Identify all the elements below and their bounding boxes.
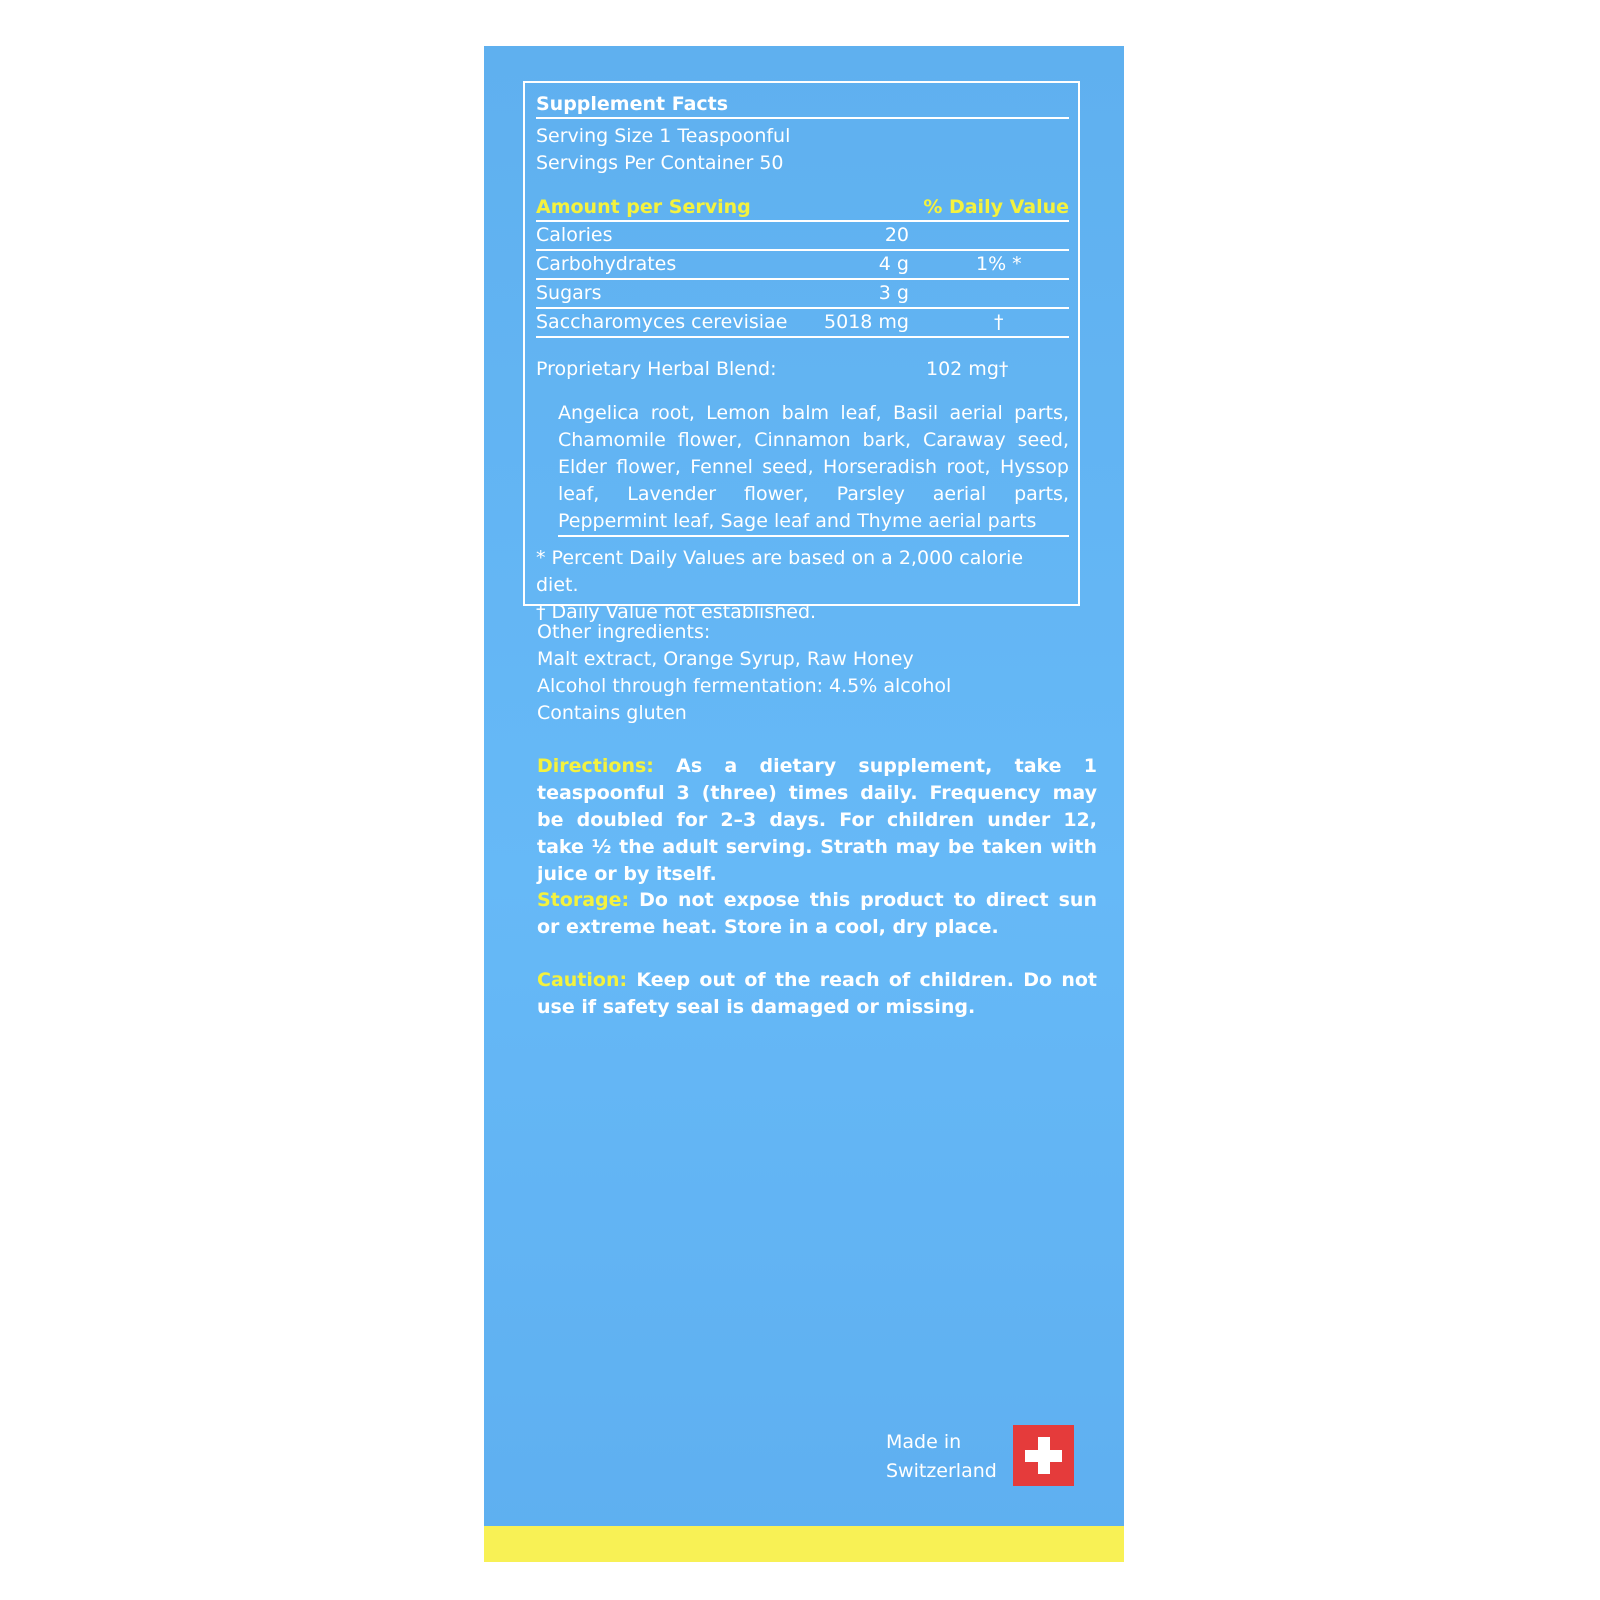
- storage-section: [537, 887, 1097, 941]
- nutrient-amount: 4 g: [878, 253, 909, 275]
- nutrient-row: [536, 222, 1069, 251]
- made-in-line: Made in: [886, 1431, 962, 1453]
- nutrient-name: Saccharomyces cerevisiae: [536, 311, 788, 333]
- daily-value-header: % Daily Value: [923, 196, 1069, 218]
- nutrient-amount: 3 g: [878, 282, 909, 304]
- directions-section: [537, 753, 1097, 888]
- other-ingredients-heading: Other ingredients:: [537, 621, 711, 643]
- alcohol-content-line: Alcohol through fermentation: 4.5% alcohol: [537, 675, 952, 697]
- proprietary-blend-amount: 102 mg†: [926, 358, 1009, 380]
- made-in-text: [886, 1428, 997, 1486]
- nutrient-row: [536, 280, 1069, 309]
- serving-size: Serving Size 1 Teaspoonful: [536, 125, 791, 147]
- nutrient-amount: 20: [884, 224, 909, 246]
- directions-label: Directions:: [537, 755, 654, 777]
- swiss-flag-icon: [1013, 1425, 1074, 1486]
- nutrient-row: [536, 309, 1069, 338]
- nutrient-name: Sugars: [536, 282, 602, 304]
- other-ingredients-line: Malt extract, Orange Syrup, Raw Honey: [537, 648, 914, 670]
- caution-section: [537, 967, 1097, 1021]
- amount-per-serving-header: Amount per Serving: [536, 196, 751, 218]
- nutrient-name: Calories: [536, 224, 613, 246]
- yellow-bottom-strip: [484, 1526, 1124, 1562]
- supplement-facts-box: [523, 81, 1080, 623]
- gluten-warning: Contains gluten: [537, 702, 687, 724]
- servings-per-container: Servings Per Container 50: [536, 152, 784, 174]
- storage-label: Storage:: [537, 889, 630, 911]
- proprietary-blend-label: Proprietary Herbal Blend:: [536, 358, 777, 380]
- product-label-panel: [484, 46, 1124, 1562]
- nutrient-name: Carbohydrates: [536, 253, 677, 275]
- nutrient-daily-value: 1% *: [976, 253, 1022, 275]
- footnote-daily-values: * Percent Daily Values are based on a 2,000 calorie diet.: [536, 547, 1024, 596]
- caution-text: Keep out of the reach of children. Do not use if safety seal is damaged or missing.: [537, 969, 1097, 1018]
- footnote-not-established: † Daily Value not established.: [536, 601, 817, 623]
- supplement-facts-title: Supplement Facts: [536, 91, 1069, 119]
- herb-list: Angelica root, Lemon balm leaf, Basil aerial parts, Chamomile flower, Cinnamon bark, Caraway seed, Elder flower, Fennel seed, Horseradish root, Hyssop leaf, Lavender flower, Parsley aerial parts, Peppermint leaf, Sage leaf and Thyme aerial parts: [558, 400, 1069, 537]
- proprietary-blend-row: [536, 356, 1069, 383]
- amount-header-row: [536, 194, 1069, 222]
- nutrient-row: [536, 251, 1069, 280]
- other-ingredients-section: [537, 619, 1097, 727]
- nutrient-daily-value: †: [994, 311, 1004, 333]
- country-line: Switzerland: [886, 1460, 997, 1482]
- nutrient-amount: 5018 mg: [824, 311, 909, 333]
- caution-label: Caution:: [537, 969, 628, 991]
- directions-text: As a dietary supplement, take 1 teaspoonful 3 (three) times daily. Frequency may be doubled for 2–3 days. For children under 12, take ½ the adult serving. Strath may be taken with juice or by itself.: [537, 755, 1097, 885]
- storage-text: Do not expose this product to direct sun or extreme heat. Store in a cool, dry place.: [537, 889, 1097, 938]
